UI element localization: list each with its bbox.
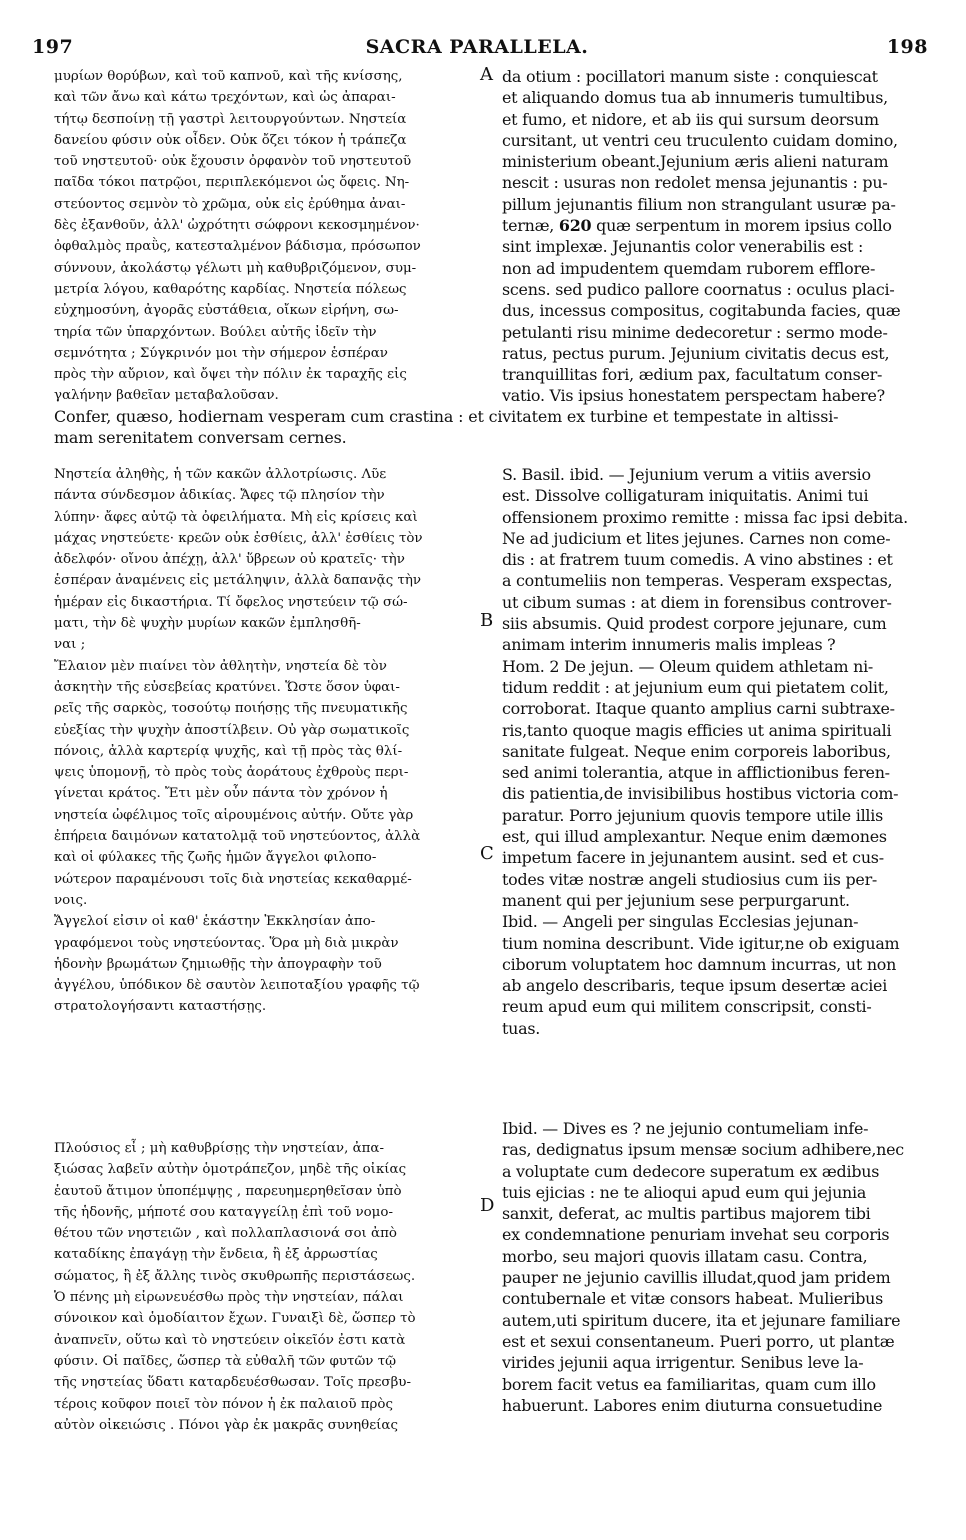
text-line: ris,tanto quoque magis efficies ut anima spirituali: [502, 720, 892, 740]
text-line: νοις.: [54, 892, 88, 908]
text-line: ἀδελφόν· οἴνου ἀπέχῃ, ἀλλ' ὕβρεων οὐ κρατεῖς· τὴν: [54, 552, 405, 568]
text-line: contubernale et vitæ consors habeat. Mulieribus: [502, 1289, 884, 1309]
text-line: μυρίων θορύβων, καὶ τοῦ καπνοῦ, καὶ τῆς κνίσσης,: [54, 69, 403, 84]
text-line: ἑσπέραν ἀναμένεις εἰς μετάληψιν, ἀλλὰ δαπανᾷς τὴν: [54, 573, 422, 589]
text-line: καταδίκης ἐπαγάγῃ τὴν ἔνδεια, ἢ ἐξ ἀρρωστίας: [54, 1247, 378, 1263]
text-line: ras, dedignatus ipsum mensæ socium adhibere,nec: [502, 1140, 904, 1160]
text-line: ὀφθαλμὸς πραῢς, κατεσταλμένον βάδισμα, πρόσωπον: [54, 239, 421, 255]
text-line: a contumeliis non temperas. Vesperam exspectas,: [502, 571, 893, 591]
text-line: ministerium obeant.Jejunium æris alieni naturam: [502, 152, 889, 172]
text-line: paratur. Porro jejunium quovis tempore utile illis: [502, 805, 883, 825]
text-line: impetum facere in jejunantem ausint. sed et cus-: [502, 848, 884, 868]
text-line: offensionem proximo remitte : missa fac ipsi debita.: [502, 507, 908, 527]
greek-column-block2: [54, 464, 479, 1018]
text-line: ἀγγέλου, ὑπόδικον δὲ σαυτὸν λειποταξίου γραφῆς τῷ: [54, 978, 420, 994]
text-line: θέτου τῶν νηστειῶν , καὶ πολλαπλασιονά σοι ἀπὸ: [54, 1226, 397, 1242]
page-header: [26, 36, 928, 60]
text-line: στεύοντος σεμνὸν τὸ χρῶμα, οὐκ εἰς ἐρύθημα ἀναι-: [54, 196, 406, 212]
text-line: nescit : usuras non redolet mensa jejunantis : pu-: [502, 173, 888, 193]
text-line: μάχας νηστεύετε· κρεῶν οὐκ ἐσθίεις, ἀλλ' ἐσθίεις τὸν: [54, 530, 423, 546]
margin-marker-b: B: [480, 610, 494, 631]
text-line: δὲς ἐξανθοῦν, ἀλλ' ὠχρότητι σώφρονι κεκοσμημένον·: [54, 218, 420, 234]
text-line: animam interim innumeris malis impleas ?: [502, 635, 836, 655]
text-line: cursitant, ut ventri ceu truculento cuidam domino,: [502, 130, 898, 150]
text-line: Ἄγγελοί εἰσιν οἱ καθ' ἑκάστην Ἐκκλησίαν ἀπο-: [54, 914, 376, 930]
text-line: ματι, τὴν δὲ ψυχὴν μυρίων κακῶν ἐμπλησθῆ-: [54, 616, 361, 632]
text-line: S. Basil. ibid. — Jejunium verum a vitiis aversio: [502, 465, 871, 484]
text-line: manent qui per jejunium sese perpurgarunt.: [502, 890, 850, 910]
text-line: non ad impudentem quemdam ruborem efflore-: [502, 258, 876, 278]
text-line: dis patientia,de invisibilibus hostibus victoria com-: [502, 784, 899, 804]
text-line: autem,uti spiritum ducere, ita et jejunare familiare: [502, 1310, 901, 1330]
text-line: Ἔλαιον μὲν πιαίνει τὸν ἀθλητὴν, νηστεία δὲ τὸν: [54, 658, 387, 674]
text-line: Ibid. — Dives es ? ne jejunio contumeliam infe-: [502, 1119, 869, 1138]
text-line: ρεῖς τῆς σαρκὸς, τοσούτῳ ποιήσῃς τῆς πνευματικῆς: [54, 701, 408, 717]
text-line: a voluptate cum dedecore superatum ex ædibus: [502, 1161, 880, 1181]
right-page-number: 198: [886, 36, 928, 58]
text-line: ναι ;: [54, 637, 86, 653]
text-line: τήτῳ δεσποίνῃ τῇ γαστρὶ λειτουργούντων. Νηστεία: [54, 111, 407, 127]
text-line: ἡδονὴν βρωμάτων ζημιωθῇς τὴν ἀπογραφὴν τοῦ: [54, 956, 382, 972]
text-line: est et sexui consentaneum. Pueri porro, ut plantæ: [502, 1331, 895, 1351]
text-line: et aliquando domus tua ab innumeris tumultibus,: [502, 88, 888, 108]
latin-column-block2: [502, 464, 930, 1039]
column-number: 620: [558, 216, 592, 236]
text-line: sed animi tolerantia, atque in afflictionibus feren-: [502, 763, 890, 783]
text-line: σύννουν, ἀκολάστῳ γέλωτι μὴ καθυβριζόμενον, συμ-: [54, 260, 417, 276]
text-line: ternæ, 620 quæ serpentum in morem ipsius collo: [502, 216, 892, 236]
latin-column-block3: [502, 1118, 930, 1416]
text-line: ratus, pectus purum. Jejunium civitatis decus est,: [502, 343, 890, 363]
text-line: ἐπήρεια δαιμόνων κατατολμᾷ τοῦ νηστεύοντος, ἀλλὰ: [54, 829, 421, 845]
text-line: αὐτὸν οἰκειώσις . Πόνοι γὰρ ἐκ μακρᾶς συνηθείας: [54, 1417, 398, 1433]
text-line: virides jejunii aqua irrigentur. Senibus leve la-: [502, 1353, 864, 1373]
text-line: tranquillitas fori, ædium pax, facultatum conser-: [502, 365, 883, 385]
margin-marker-a: A: [480, 64, 493, 85]
text-line: ex condemnatione penuriam invehat seu corporis: [502, 1225, 890, 1245]
text-line: morbo, seu majori quovis illatam casu. Contra,: [502, 1246, 868, 1266]
text-line: σώματος, ἢ ἐξ ἄλλης τινὸς σκυθρωπῆς περιστάσεως.: [54, 1268, 416, 1284]
text-line: ab angelo describaris, teque ipsum desertæ aciei: [502, 976, 888, 996]
text-line: ut cibum sumas : at diem in forensibus controver-: [502, 592, 892, 612]
text-line: μετρία λόγου, καθαρότης καρδίας. Νηστεία πόλεως: [54, 281, 407, 297]
greek-column-block3: [54, 1138, 479, 1436]
text-line: siis absumis. Quid prodest corpore jejunare, cum: [502, 614, 887, 634]
text-line: ξιώσας λαβεῖν αὐτὴν ὁμοτράπεζον, μηδὲ τῆς οἰκίας: [54, 1162, 407, 1178]
text-line: τῆς ἡδονῆς, μήποτέ σου καταγγείλῃ ἐπὶ τοῦ νομο-: [54, 1204, 393, 1220]
text-line: scens. sed pudico pallore coornatus : oculus placi-: [502, 279, 895, 299]
text-line: πόνοις, ἀλλὰ καρτερίᾳ ψυχῆς, καὶ τῇ πρὸς τὰς θλί-: [54, 743, 403, 759]
text-line: γραφόμενοι τοὺς νηστεύοντας. Ὅρα μὴ διὰ μικρὰν: [54, 935, 399, 951]
text-line: φύσιν. Οἱ παῖδες, ὥσπερ τὰ εὐθαλῆ τῶν φυτῶν τῷ: [54, 1353, 397, 1369]
text-line: est. Dissolve colligaturam iniquitatis. Animi tui: [502, 486, 869, 506]
margin-marker-c: C: [480, 843, 494, 864]
greek-column-block1: [54, 66, 479, 407]
text-line: σύνοικον καὶ ὁμοδίαιτον ἔχων. Γυναιξὶ δὲ, ὥσπερ τὸ: [54, 1311, 416, 1327]
text-line: ἡμέραν εἰς δικαστήρια. Τί ὄφελος νηστεύειν τῷ σώ-: [54, 594, 408, 610]
text-line: sanxit, deferat, ac multis partibus majorem tibi: [502, 1204, 871, 1224]
text-line: habuerunt. Labores enim diuturna consuetudine: [502, 1395, 883, 1415]
text-line: νώτερον παραμένουσι τοῖς διὰ νηστείας κεκαθαρμέ-: [54, 871, 412, 887]
text-line: τῆς νηστείας ὕδατι καταρδευέσθωσαν. Τοῖς πρεσβυ-: [54, 1375, 411, 1391]
text-line: pillum jejunantis filium non strangulant usuræ pa-: [502, 194, 896, 214]
text-line: ἀναπνεῖν, οὕτω καὶ τὸ νηστεύειν οἰκεῖόν ἐστι κατὰ: [54, 1332, 406, 1348]
margin-marker-d: D: [480, 1195, 495, 1216]
text-line: tidum reddit : at jejunium eum qui pietatem colit,: [502, 677, 889, 697]
text-line: εὐεξίας τὴν ψυχὴν ἀποστίλβειν. Οὐ γὰρ σωματικοῖς: [54, 722, 410, 738]
text-line: sint implexæ. Jejunantis color venerabilis est :: [502, 237, 864, 257]
text-line: petulanti risu minime dedecoretur : sermo mode-: [502, 322, 888, 342]
text-line: Ne ad judicium et lites jejunes. Carnes non come-: [502, 528, 891, 548]
text-line: πρὸς τὴν αὔριον, καὶ ὄψει τὴν πόλιν ἐκ ταραχῆς εἰς: [54, 367, 407, 383]
left-page-number: 197: [32, 36, 74, 58]
text-line: τηρία τῶν ὑπαρχόντων. Βούλει αὐτῆς ἰδεῖν τὴν: [54, 324, 377, 340]
text-line: δανείου φύσιν οὐκ οἶδεν. Οὐκ ὄζει τόκον ἡ τράπεζα: [54, 132, 407, 148]
text-line: da otium : pocillatori manum siste : conquiescat: [502, 67, 878, 86]
text-line: pauper ne jejunio cavillis illudat,quod jam pridem: [502, 1268, 891, 1288]
running-title: SACRA PARALLELA.: [365, 36, 589, 58]
text-line: Hom. 2 De jejun. — Oleum quidem athletam ni-: [502, 656, 874, 676]
text-line: dis : at fratrem tuum comedis. A vino abstines : et: [502, 550, 893, 570]
text-line: Νηστεία ἀληθὴς, ἡ τῶν κακῶν ἀλλοτρίωσις. Λῦε: [54, 467, 387, 482]
text-line: et fumo, et nidore, et ab iis qui sursum deorsum: [502, 109, 879, 129]
text-line: τοῦ νηστευτοῦ· οὐκ ἔχουσιν ὀρφανὸν τοῦ νηστευτοῦ: [54, 154, 412, 170]
text-line: borem facit vetus ea familiaritas, quam cum illo: [502, 1374, 876, 1394]
text-line: εὐχημοσύνη, ἀγορᾶς εὐστάθεια, οἴκων εἰρήνη, σω-: [54, 303, 399, 319]
text-line: παῖδα τόκοι πατρῷοι, περιπλεκόμενοι ὡς ὄφεις. Νη-: [54, 175, 410, 191]
fullwidth-latin-conclusion: [54, 406, 930, 449]
text-line: ἀσκητὴν τῆς εὐσεβείας κρατύνει. Ὥστε ὅσον ὑφαι-: [54, 679, 400, 695]
text-line: dus, incessus compositus, cogitabunda facies, quæ: [502, 301, 901, 321]
text-line: tuas.: [502, 1018, 541, 1038]
text-line: corroborat. Itaque quanto amplius carni subtraxe-: [502, 699, 895, 719]
text-line: λύπην· ἄφες αὐτῷ τὰ ὀφειλήματα. Μὴ εἰς κρίσεις καὶ: [54, 509, 418, 525]
text-line: tium nomina describunt. Vide igitur,ne ob exiguam: [502, 933, 900, 953]
text-line: est, qui illud amplexantur. Neque enim dæmones: [502, 827, 887, 847]
text-line: vatio. Vis ipsius honestatem perspectam habere?: [502, 386, 885, 406]
text-line: sanitate fulgeat. Neque enim corporeis laboribus,: [502, 741, 891, 761]
text-line: στρατολογήσαντι καταστήσῃς.: [54, 999, 267, 1015]
text-line: γαλήνην βαθεῖαν μεταβαλοῦσαν.: [54, 388, 279, 404]
text-line: ψεις ὑπομονῇ, τὸ πρὸς τοὺς ἀοράτους ἐχθροὺς περι-: [54, 765, 409, 781]
text-line: ἑαυτοῦ ἄτιμον ὑποπέμψῃς , παρευημερηθεῖσαν ὑπὸ: [54, 1183, 402, 1199]
text-line: todes vitæ nostræ angeli studiosius cum iis per-: [502, 869, 878, 889]
text-line: νηστεία ὠφέλιμος τοῖς αἱρουμένοις αὐτήν. Οὔτε γὰρ: [54, 807, 414, 823]
text-line: σεμνότητα ; Σύγκρινόν μοι τὴν σήμερον ἑσπέραν: [54, 345, 388, 361]
text-line: Ibid. — Angeli per singulas Ecclesias jejunan-: [502, 912, 859, 932]
text-line: πάντα σύνδεσμον ἀδικίας. Ἄφες τῷ πλησίον τὴν: [54, 488, 385, 504]
text-line: ciborum voluptatem hoc damnum incurras, ut non: [502, 954, 897, 974]
text-line: mam serenitatem conversam cernes.: [54, 428, 347, 448]
text-line: Confer, quæso, hodiernam vesperam cum crastina : et civitatem ex turbine et tempestate in altissi-: [54, 407, 839, 426]
text-line: tuis ejicias : ne te alioqui apud eum qui jejunia: [502, 1182, 867, 1202]
text-line: καὶ τῶν ἄνω καὶ κάτω τρεχόντων, καὶ ὡς ἀπαραι-: [54, 90, 396, 106]
latin-column-block1: [502, 66, 930, 407]
text-line: καὶ οἱ φύλακες τῆς ζωῆς ἡμῶν ἄγγελοι φιλοπο-: [54, 850, 377, 866]
text-line: Ὁ πένης μὴ εἰρωνευέσθω πρὸς τὴν νηστείαν, πάλαι: [54, 1290, 404, 1306]
text-line: reum apud eum qui militem conscripsit, consti-: [502, 997, 872, 1017]
text-line: Πλούσιος εἶ ; μὴ καθυβρίσῃς τὴν νηστείαν, ἀπα-: [54, 1141, 384, 1156]
text-line: τέροις κοῦφον ποιεῖ τὸν πόνον ἡ ἐκ παλαιοῦ πρὸς: [54, 1396, 393, 1412]
text-line: γίνεται κράτος. Ἔτι μὲν οὖν πάντα τὸν χρόνον ἡ: [54, 786, 388, 802]
